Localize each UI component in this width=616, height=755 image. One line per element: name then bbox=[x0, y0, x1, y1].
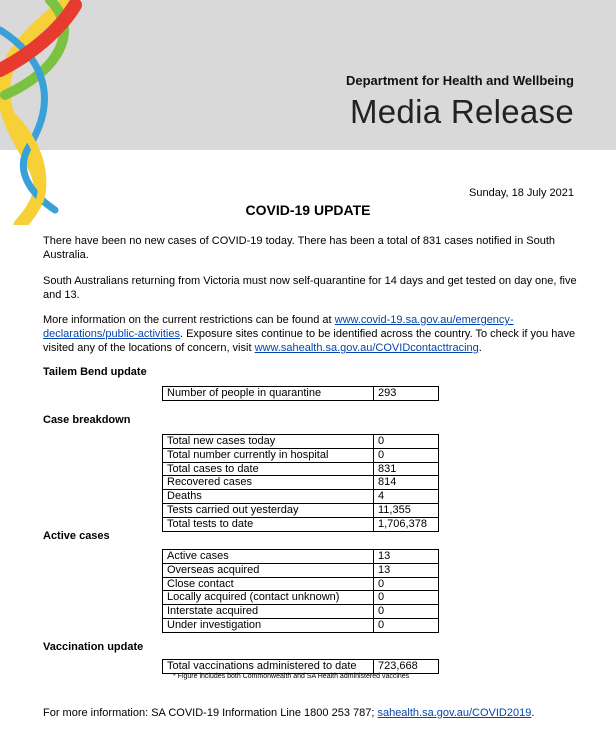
table-row bbox=[163, 660, 439, 674]
active-cases-heading: Active cases bbox=[43, 530, 110, 542]
row-label: Interstate acquired bbox=[163, 605, 374, 619]
row-label: Total cases to date bbox=[163, 462, 374, 476]
headline: COVID-19 UPDATE bbox=[245, 202, 371, 218]
table-row bbox=[163, 387, 439, 401]
release-date: Sunday, 18 July 2021 bbox=[469, 187, 574, 199]
more-info-text-2: . Exposure sites continue to be identified across the country. To check if you have visited any of the locations of concern, visit bbox=[43, 328, 576, 354]
helix-ribbon-logo bbox=[0, 0, 90, 225]
row-label: Number of people in quarantine bbox=[163, 387, 374, 401]
vaccination-footnote: * Figure includes both Commonwealth and SA Health administered vaccines bbox=[173, 673, 410, 680]
table-row bbox=[163, 462, 439, 476]
case-breakdown-table bbox=[162, 434, 439, 532]
row-value: 0 bbox=[374, 435, 439, 449]
covid-info-link[interactable]: sahealth.sa.gov.au/COVID2019 bbox=[377, 707, 532, 719]
table-row bbox=[163, 563, 439, 577]
vaccination-table bbox=[162, 659, 439, 674]
table-row bbox=[163, 448, 439, 462]
row-value: 13 bbox=[374, 550, 439, 564]
row-value: 0 bbox=[374, 577, 439, 591]
table-row bbox=[163, 490, 439, 504]
tailem-table bbox=[162, 386, 439, 401]
paragraph-more-info bbox=[43, 313, 583, 355]
row-value: 13 bbox=[374, 563, 439, 577]
table-row bbox=[163, 605, 439, 619]
row-label: Under investigation bbox=[163, 618, 374, 632]
table-row bbox=[163, 503, 439, 517]
row-label: Locally acquired (contact unknown) bbox=[163, 591, 374, 605]
table-row bbox=[163, 435, 439, 449]
table-row bbox=[163, 476, 439, 490]
row-value: 831 bbox=[374, 462, 439, 476]
row-label: Total tests to date bbox=[163, 517, 374, 531]
header-banner bbox=[0, 0, 616, 150]
department-name: Department for Health and Wellbeing bbox=[345, 73, 574, 88]
footer-info bbox=[43, 707, 534, 719]
footer-end: . bbox=[531, 707, 535, 719]
case-breakdown-heading: Case breakdown bbox=[43, 414, 131, 426]
more-info-text-3: . bbox=[478, 342, 482, 354]
row-value: 0 bbox=[374, 605, 439, 619]
footer-text: For more information: SA COVID-19 Information Line 1800 253 787; bbox=[43, 707, 378, 719]
table-row bbox=[163, 618, 439, 632]
row-label: Total new cases today bbox=[163, 435, 374, 449]
table-row bbox=[163, 550, 439, 564]
row-label: Close contact bbox=[163, 577, 374, 591]
table-row bbox=[163, 591, 439, 605]
row-label: Total vaccinations administered to date bbox=[163, 660, 374, 674]
restrictions-link[interactable]: www.covid-19.sa.gov.au/emergency-declarations/public-activities bbox=[43, 314, 514, 340]
row-label: Active cases bbox=[163, 550, 374, 564]
row-value: 0 bbox=[374, 448, 439, 462]
row-label: Total number currently in hospital bbox=[163, 448, 374, 462]
row-value: 1,706,378 bbox=[374, 517, 439, 531]
table-row bbox=[163, 577, 439, 591]
row-value: 11,355 bbox=[374, 503, 439, 517]
row-label: Tests carried out yesterday bbox=[163, 503, 374, 517]
row-value: 723,668 bbox=[374, 660, 439, 674]
active-cases-table bbox=[162, 549, 439, 633]
row-label: Overseas acquired bbox=[163, 563, 374, 577]
row-value: 293 bbox=[374, 387, 439, 401]
row-value: 0 bbox=[374, 591, 439, 605]
table-row bbox=[163, 517, 439, 531]
row-value: 0 bbox=[374, 618, 439, 632]
tailem-heading: Tailem Bend update bbox=[43, 366, 147, 378]
row-label: Recovered cases bbox=[163, 476, 374, 490]
vaccination-heading: Vaccination update bbox=[43, 641, 144, 653]
more-info-text-1: More information on the current restrictions can be found at bbox=[43, 314, 335, 326]
row-value: 814 bbox=[374, 476, 439, 490]
contact-tracing-link[interactable]: www.sahealth.sa.gov.au/COVIDcontacttracing bbox=[254, 342, 479, 354]
paragraph-victoria: South Australians returning from Victoria must now self-quarantine for 14 days and get tested on day one, five and 13. bbox=[43, 275, 577, 301]
row-value: 4 bbox=[374, 490, 439, 504]
paragraph-cases: There have been no new cases of COVID-19 today. There has been a total of 831 cases notified in South Australia. bbox=[43, 235, 556, 261]
row-label: Deaths bbox=[163, 490, 374, 504]
media-release-title: Media Release bbox=[349, 93, 574, 130]
